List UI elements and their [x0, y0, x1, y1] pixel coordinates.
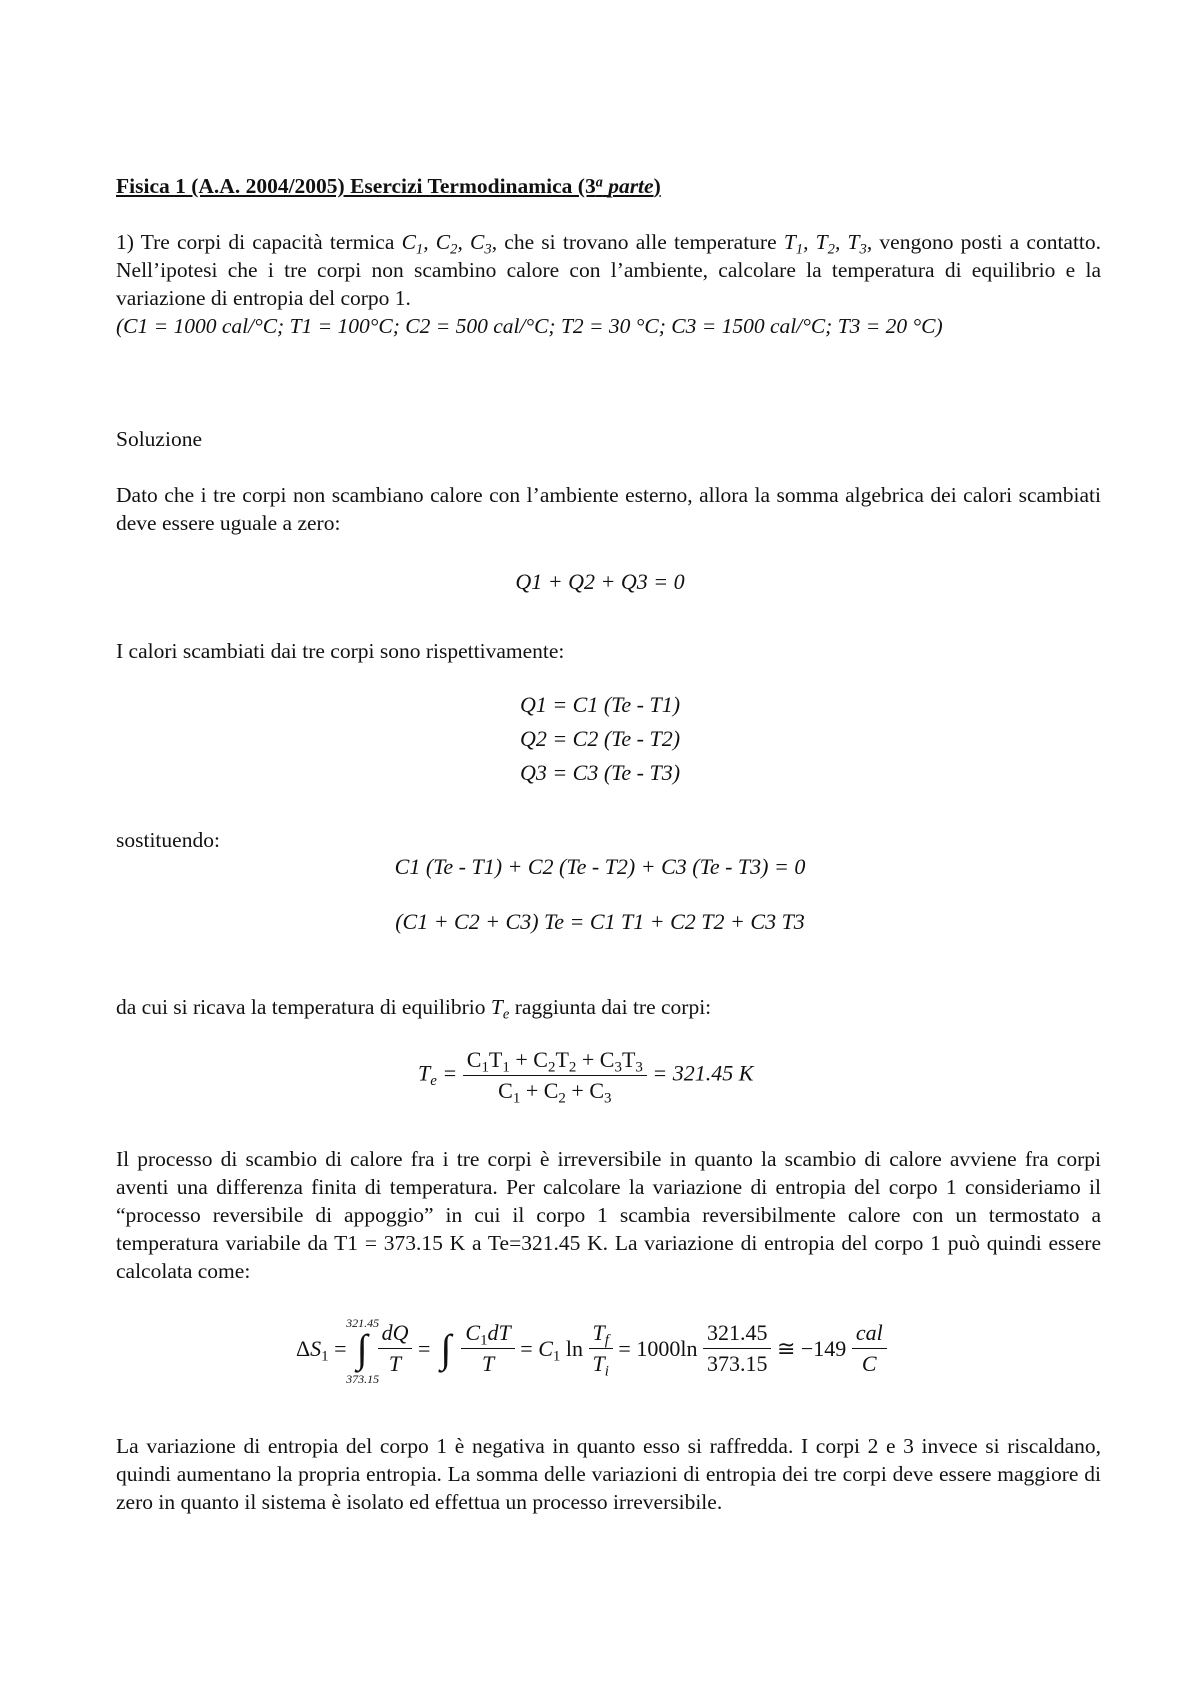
equation-equilibrium-temperature: $T_e$ = $\frac{C_1T_1 + C_2T_2 + C_3T_3}{C_1 + C_2 + C_3}$ = 321.45 K: [418, 1047, 754, 1107]
equation-entropy-change: $\Delta S_1$ = ∫ 321.45 373.15 $\frac{dQ}{T}$ = ∫ $\frac{C_1dT}{T}$ = $C_1$ ln $\frac{T_f}{T_i}$ = 1000ln $\frac{321.45}{373.15}$ ≅ −149 $\frac{\text{cal}}{C}$: [296, 1320, 887, 1377]
equation-q2: Q2 = C2 (Te - T2): [519, 726, 681, 751]
solution-paragraph-5: La variazione di entropia del corpo 1 è negativa in quanto esso si raffredda. I corpi 2 e 3 invece si riscaldano, quindi aumentano la propria entropia. La somma delle variazioni di entropia dei tre corpi deve essere maggiore di zero in quanto il sistema è isolato ed effettua un processo irreversibile.: [116, 1434, 1101, 1514]
solution-paragraph-2: I calori scambiati dai tre corpi sono rispettivamente:: [116, 639, 565, 663]
problem-statement: 1) Tre corpi di capacità termica $C_1$, $C_2$, $C_3$, che si trovano alle temperature $T_1$, $T_2$, $T_3$, vengono posti a contatto. Nell’ipotesi che i tre corpi non scambino calore con l’ambiente, calcolare la temperatura di equilibrio e la variazione di entropia del corpo 1.: [116, 230, 1102, 310]
integral-sign: ∫ 321.45 373.15: [346, 1315, 380, 1386]
equation-substituted: C1 (Te - T1) + C2 (Te - T2) + C3 (Te - T3) = 0: [394, 854, 806, 879]
equation-rearranged: (C1 + C2 + C3) Te = C1 T1 + C2 T2 + C3 T3: [395, 909, 805, 934]
integral-sign-2: ∫: [440, 1325, 452, 1371]
equation-heat-sum: Q1 + Q2 + Q3 = 0: [515, 569, 685, 594]
solution-paragraph-4: Il processo di scambio di calore fra i tre corpi è irreversibile in quanto la scambio di calore avviene fra corpi aventi una differenza finita di temperatura. Per calcolare la variazione di entropia del corpo 1 consideriamo il “processo reversibile di appoggio” in cui il corpo 1 scambia reversibilmente calore con un termostato a temperatura variabile da T1 = 373.15 K a Te=321.45 K. La variazione di entropia del corpo 1 può quindi essere calcolata come:: [116, 1147, 1101, 1283]
equation-q1: Q1 = C1 (Te - T1): [519, 692, 681, 717]
solution-paragraph-1: Dato che i tre corpi non scambiano calore con l’ambiente esterno, allora la somma algebrica dei calori scambiati deve essere uguale a zero:: [116, 483, 1101, 535]
page-title: Fisica 1 (A.A. 2004/2005) Esercizi Termodinamica (3$^a$ parte): [116, 174, 661, 198]
equation-q3: Q3 = C3 (Te - T3): [519, 760, 681, 785]
solution-paragraph-3: da cui si ricava la temperatura di equilibrio $T_e$ raggiunta dai tre corpi:: [116, 995, 712, 1023]
solution-heading: Soluzione: [116, 427, 202, 451]
substituting-label: sostituendo:: [116, 828, 220, 852]
problem-data: (C1 = 1000 cal/°C; T1 = 100°C; C2 = 500 cal/°C; T2 = 30 °C; C3 = 1500 cal/°C; T3 = 20 °C): [116, 314, 943, 338]
te-fraction: $\frac{C_1T_1 + C_2T_2 + C_3T_3}{C_1 + C_2 + C_3}$: [463, 1047, 647, 1104]
